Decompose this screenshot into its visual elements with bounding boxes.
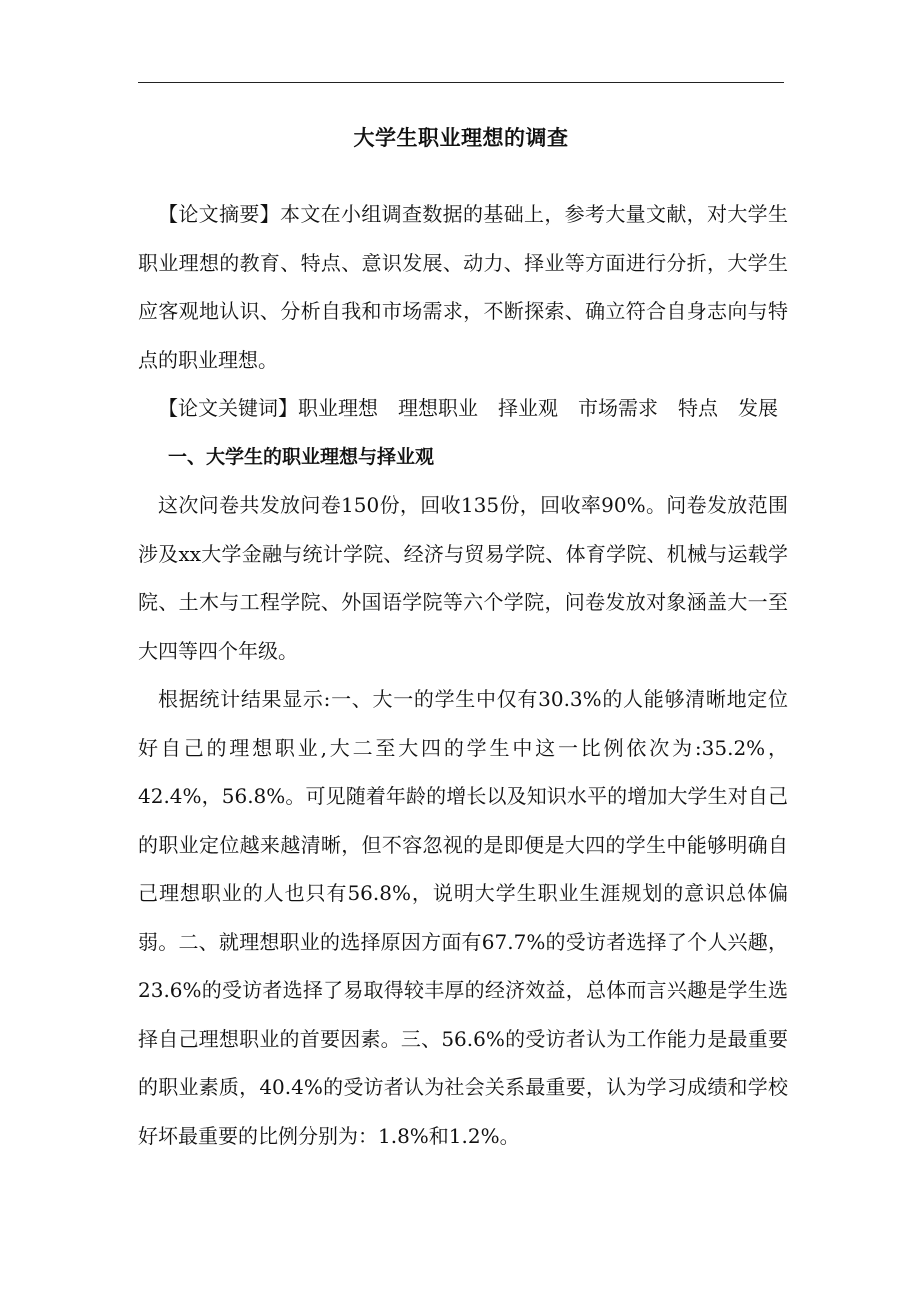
keyword: 择业观 [498,396,558,420]
keyword: 职业理想 [298,396,378,420]
keywords-paragraph [138,384,788,433]
keyword: 市场需求 [578,396,658,420]
section-heading: 一、大学生的职业理想与择业观 [168,445,435,468]
header-rule [138,82,784,83]
body-paragraph-1: 这次问卷共发放问卷150份，回收135份，回收率90%。问卷发放范围涉及xx大学金融与统计学院、经济与贸易学院、体育学院、机械与运载学院、土木与工程学院、外国语学院等六个学院，问卷发放对象涵盖大一至大四等四个年级。 [138,493,788,663]
body-paragraph-2: 根据统计结果显示:一、大一的学生中仅有30.3%的人能够清晰地定位好自己的理想职业,大二至大四的学生中这一比例依次为:35.2%，42.4%，56.8%。可见随着年龄的增长以及知识水平的增加大学生对自己的职业定位越来越清晰，但不容忽视的是即便是大四的学生中能够明确自己理想职业的人也只有56.8%，说明大学生职业生涯规划的意识总体偏弱。二、就理想职业的选择原因方面有67.7%的受访者选择了个人兴趣，23.6%的受访者选择了易取得较丰厚的经济效益，总体而言兴趣是学生选择自己理想职业的首要因素。三、56.6%的受访者认为工作能力是最重要的职业素质，40.4%的受访者认为社会关系最重要，认为学习成绩和学校好坏最重要的比例分别为：1.8%和1.2%。 [138,687,788,1148]
keyword: 理想职业 [398,396,478,420]
keyword: 发展 [738,396,778,420]
document-body [138,190,788,1160]
keywords-label: 【论文关键词】 [158,396,298,420]
document-title: 大学生职业理想的调查 [353,126,569,150]
keyword: 特点 [678,396,718,420]
abstract-paragraph: 【论文摘要】本文在小组调查数据的基础上，参考大量文献，对大学生职业理想的教育、特点、意识发展、动力、择业等方面进行分折，大学生应客观地认识、分析自我和市场需求，不断探索、确立符合自身志向与特点的职业理想。 [138,202,788,372]
